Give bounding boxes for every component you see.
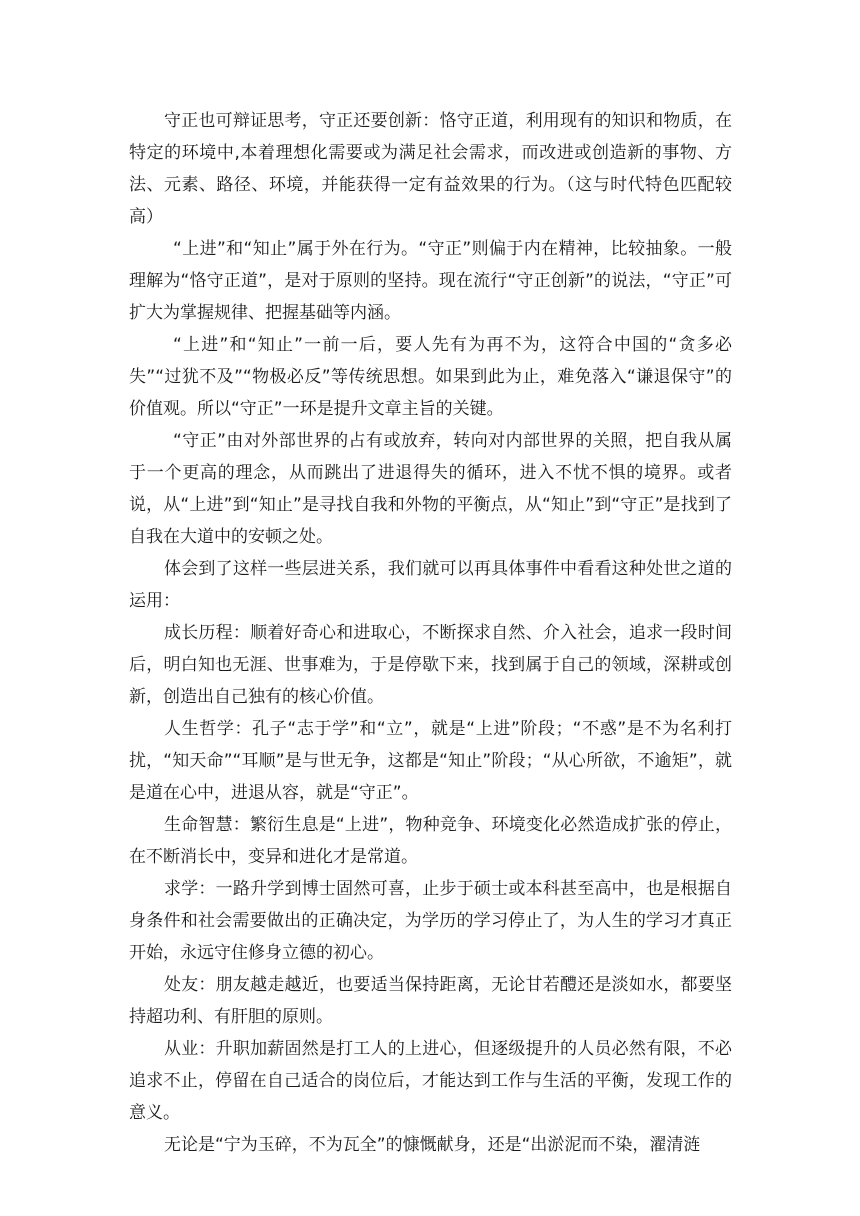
document-body [129,105,732,1161]
paragraph: 从业：升职加薪固然是打工人的上进心，但逐级提升的人员必然有限，不必追求不止，停留在自己适合的岗位后，才能达到工作与生活的平衡，发现工作的意义。 [129,1039,732,1123]
paragraph: “守正”由对外部世界的占有或放弃，转向对内部世界的关照，把自我从属于一个更高的理念，从而跳出了进退得失的循环，进入不忧不惧的境界。或者说，从“上进”到“知止”是寻找自我和外物的平衡点，从“知止”到“守正”是找到了自我在大道中的安顿之处。 [129,431,732,547]
paragraph: 求学：一路升学到博士固然可喜，止步于硕士或本科甚至高中，也是根据自身条件和社会需要做出的正确决定，为学历的学习停止了，为人生的学习才真正开始，永远守住修身立德的初心。 [129,879,732,963]
paragraph: 生命智慧：繁衍生息是“上进”，物种竞争、环境变化必然造成扩张的停止，在不断消长中，变异和进化才是常道。 [129,815,732,867]
paragraph: 守正也可辩证思考，守正还要创新：恪守正道，利用现有的知识和物质，在特定的环境中,本着理想化需要或为满足社会需求，而改进或创造新的事物、方法、元素、路径、环境，并能获得一定有益效果的行为。（这与时代特色匹配较高） [129,111,732,227]
paragraph: “上进”和“知止”一前一后，要人先有为再不为，这符合中国的“贪多必失”“过犹不及”“物极必反”等传统思想。如果到此为止，难免落入“谦退保守”的价值观。所以“守正”一环是提升文章主旨的关键。 [129,335,732,419]
paragraph: 处友：朋友越走越近，也要适当保持距离，无论甘若醴还是淡如水，都要坚持超功利、有肝胆的原则。 [129,975,732,1027]
paragraph: 成长历程：顺着好奇心和进取心，不断探求自然、介入社会，追求一段时间后，明白知也无涯、世事难为，于是停歇下来，找到属于自己的领域，深耕或创新，创造出自己独有的核心价值。 [129,623,732,707]
paragraph: 体会到了这样一些层进关系，我们就可以再具体事件中看看这种处世之道的运用： [129,559,732,611]
paragraph: 无论是“宁为玉碎，不为瓦全”的慷慨献身，还是“出淤泥而不染，濯清涟 [164,1135,701,1155]
paragraph: “上进”和“知止”属于外在行为。“守正”则偏于内在精神，比较抽象。一般理解为“恪守正道”，是对于原则的坚持。现在流行“守正创新”的说法，“守正”可扩大为掌握规律、把握基础等内涵。 [129,239,732,323]
paragraph: 人生哲学：孔子“志于学”和“立”，就是“上进”阶段；“不惑”是不为名利打扰，“知天命”“耳顺”是与世无争，这都是“知止”阶段；“从心所欲，不逾矩”，就是道在心中，进退从容，就是“守正”。 [129,719,732,803]
